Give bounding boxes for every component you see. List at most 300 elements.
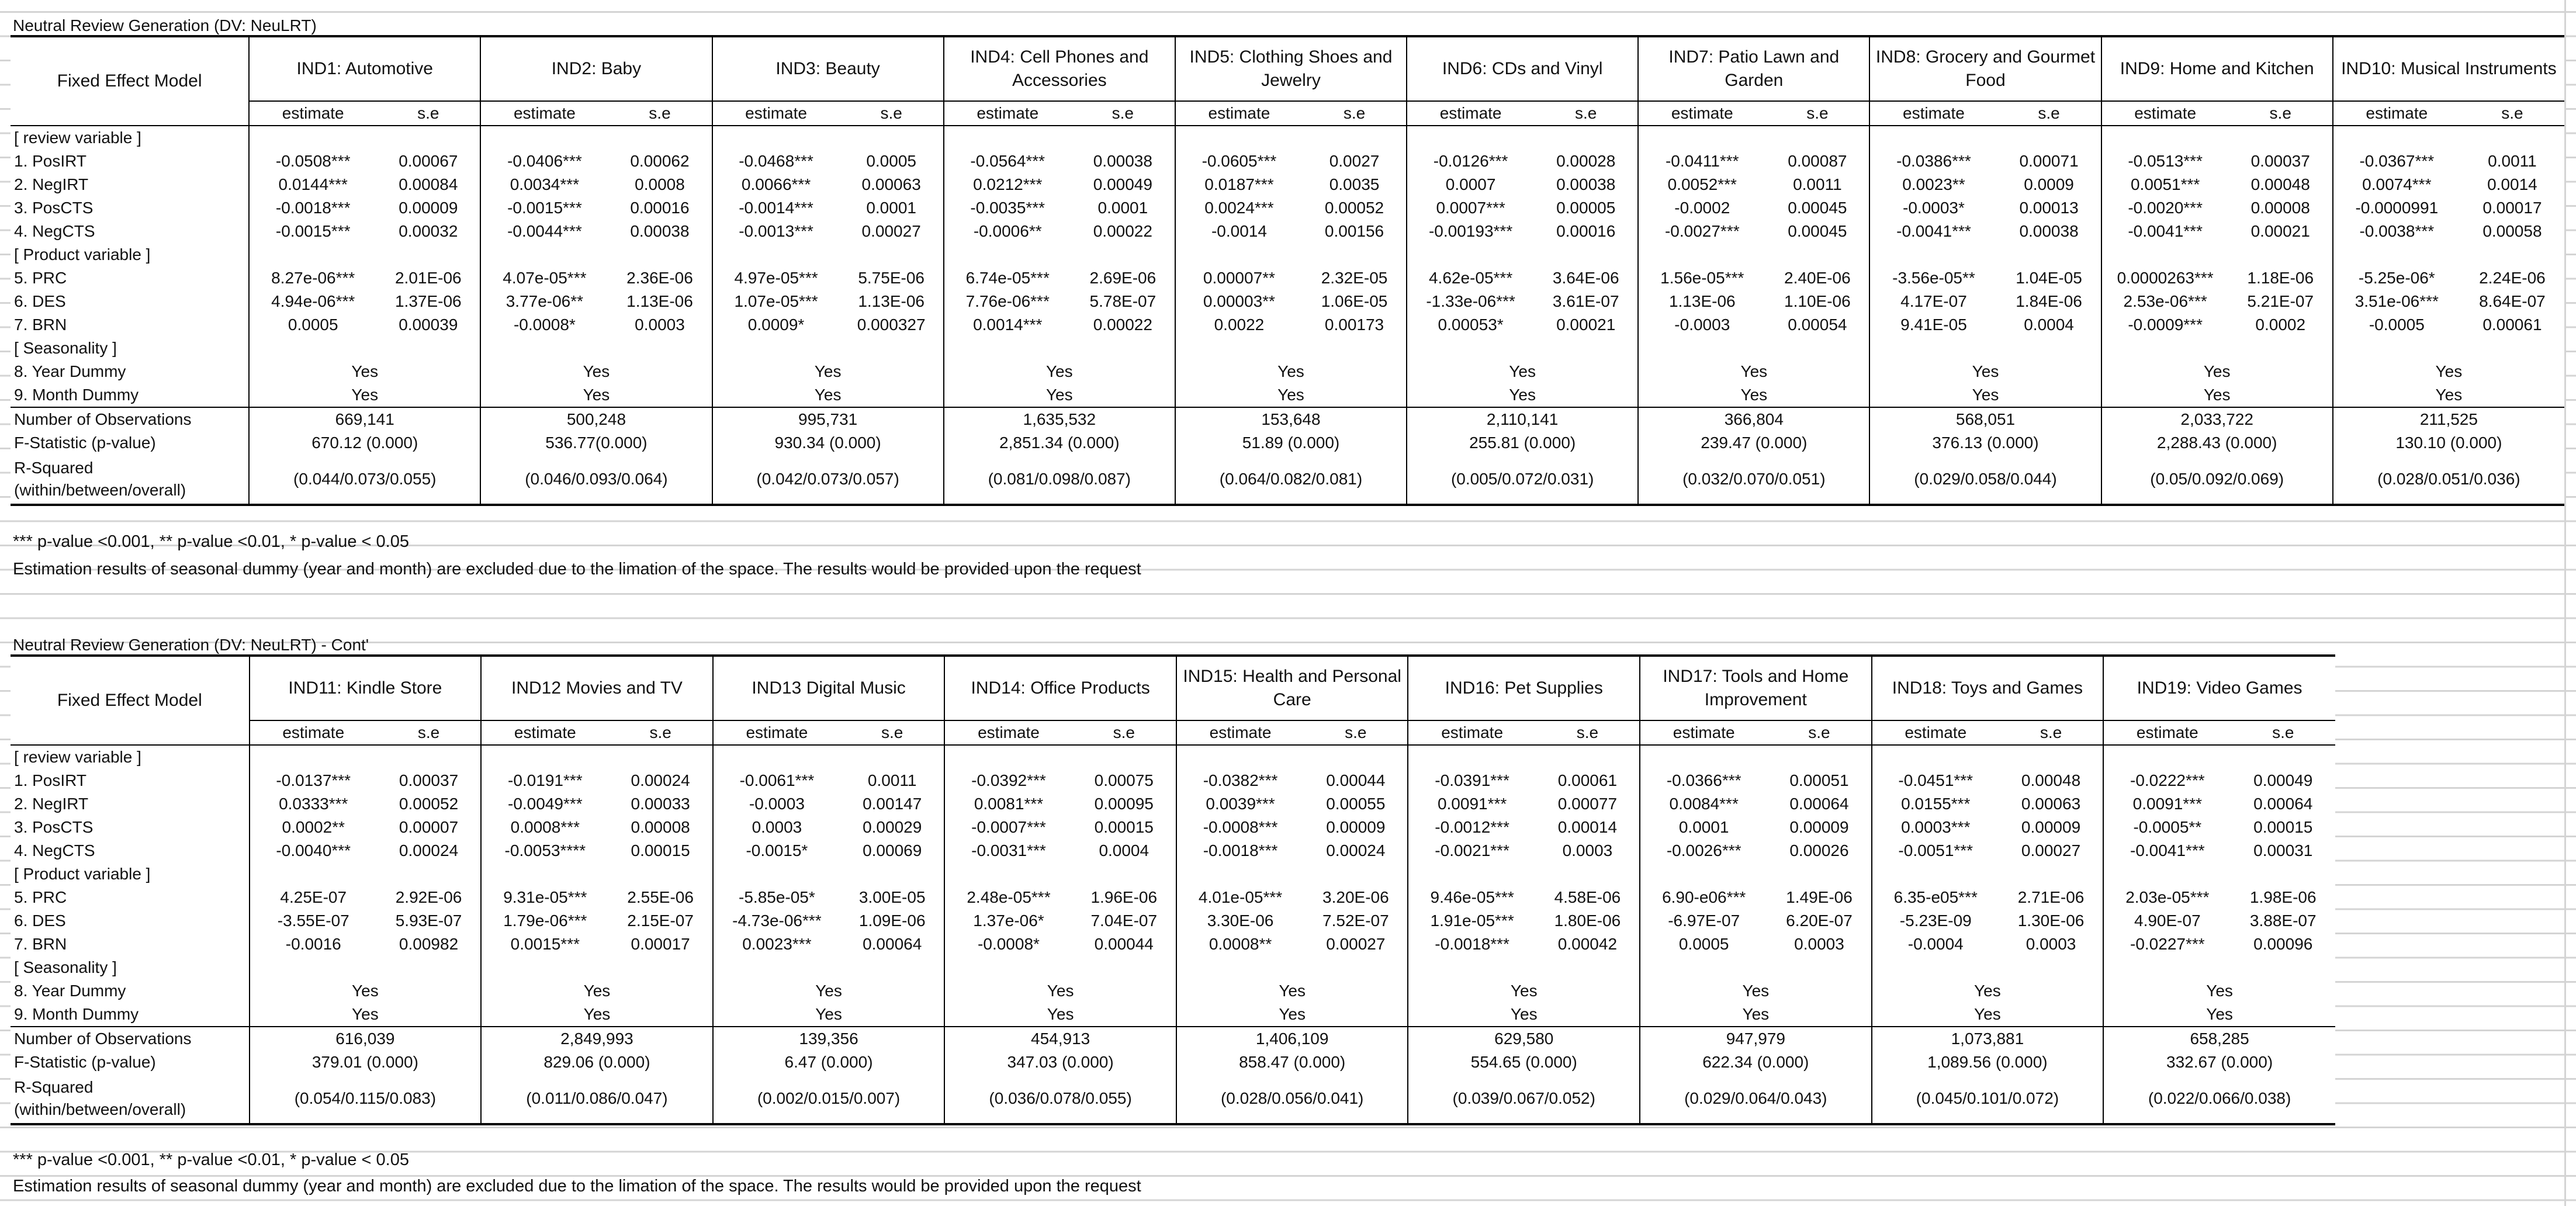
observations-row — [11, 1027, 2335, 1051]
se-cell: 1.13E-06 — [626, 292, 693, 310]
row-label: F-Statistic (p-value) — [11, 1051, 250, 1074]
se-cell: 0.00087 — [1788, 152, 1847, 170]
se-cell: 8.64E-07 — [2479, 292, 2546, 310]
estimate-cell: 0.0187*** — [1175, 173, 1303, 196]
se-cell: 0.00048 — [2250, 175, 2310, 193]
estimate-cell: 4.94e-06*** — [249, 290, 376, 313]
se-cell: 0.00017 — [2482, 199, 2542, 217]
f-statistic-value: 51.89 (0.000) — [1175, 431, 1407, 455]
empty-cell — [480, 337, 608, 360]
estimate-cell: -0.0041*** — [2101, 220, 2229, 243]
estimate-cell: 0.0091*** — [2103, 792, 2231, 816]
se-cell: 3.88E-07 — [2249, 912, 2317, 930]
empty-cell — [1640, 862, 1767, 886]
se-cell: 1.18E-06 — [2247, 269, 2314, 287]
empty-cell — [944, 956, 1072, 979]
estimate-cell: -0.0015*** — [480, 196, 608, 220]
table1-note-significance: *** p-value <0.001, ** p-value <0.01, * p-value < 0.05 — [13, 532, 409, 551]
review-variable-row — [11, 769, 2335, 792]
product-variable-row — [11, 933, 2335, 956]
se-cell: 0.00016 — [630, 199, 690, 217]
dummy-value: Yes — [1176, 1003, 1408, 1027]
empty-cell — [1303, 126, 1407, 150]
empty-cell — [840, 862, 944, 886]
dummy-value: Yes — [1872, 979, 2104, 1003]
dummy-value: Yes — [480, 383, 712, 407]
se-cell: 1.80E-06 — [1554, 912, 1621, 930]
header-row — [11, 656, 2335, 720]
se-cell: 0.00007 — [399, 818, 459, 836]
r-squared-value: (0.046/0.093/0.064) — [480, 455, 712, 505]
estimate-cell: -0.0382*** — [1176, 769, 1304, 792]
empty-cell — [1072, 862, 1176, 886]
se-cell: 5.78E-07 — [1089, 292, 1157, 310]
se-cell: 0.00008 — [2250, 199, 2310, 217]
dummy-value: Yes — [2333, 360, 2564, 383]
se-cell: 2.36E-06 — [626, 269, 693, 287]
se-header: s.e — [1536, 720, 1640, 745]
se-cell: 0.00038 — [1556, 175, 1616, 193]
estimate-cell: -5.25e-06* — [2333, 266, 2460, 290]
dummy-value: Yes — [944, 383, 1175, 407]
empty-cell — [1534, 126, 1638, 150]
f-statistic-value: 332.67 (0.000) — [2103, 1051, 2335, 1074]
industry-header: IND4: Cell Phones and Accessories — [944, 36, 1175, 101]
empty-cell — [840, 956, 944, 979]
estimate-cell: -0.0014*** — [712, 196, 840, 220]
empty-cell — [1071, 126, 1175, 150]
dummy-value: Yes — [481, 1003, 713, 1027]
se-cell: 0.00024 — [1326, 841, 1386, 860]
empty-cell — [1869, 243, 1997, 266]
estimate-cell: -0.0564*** — [944, 150, 1071, 173]
seasonality-row — [11, 1003, 2335, 1027]
estimate-header: estimate — [1176, 720, 1304, 745]
empty-cell — [1638, 243, 1765, 266]
estimate-cell: 0.0003 — [713, 816, 840, 839]
industry-header: IND1: Automotive — [249, 36, 480, 101]
row-label: 8. Year Dummy — [11, 360, 249, 383]
se-cell: 0.00008 — [631, 818, 690, 836]
empty-cell — [376, 243, 480, 266]
r-squared-value: (0.028/0.051/0.036) — [2333, 455, 2564, 505]
se-header: s.e — [2460, 101, 2564, 126]
empty-cell — [377, 862, 481, 886]
empty-cell — [712, 126, 840, 150]
review-variable-row — [11, 196, 2564, 220]
se-header: s.e — [2231, 720, 2335, 745]
dummy-value: Yes — [1175, 360, 1407, 383]
estimate-cell: 1.79e-06*** — [481, 909, 608, 933]
f-statistic-value: 2,851.34 (0.000) — [944, 431, 1175, 455]
dummy-value: Yes — [2101, 383, 2333, 407]
se-cell: 0.00015 — [1094, 818, 1154, 836]
empty-cell — [1638, 126, 1765, 150]
se-header: s.e — [1534, 101, 1638, 126]
product-variable-row — [11, 266, 2564, 290]
estimate-cell: 7.76e-06*** — [944, 290, 1071, 313]
estimate-header: estimate — [249, 101, 376, 126]
se-cell: 0.0008 — [635, 175, 685, 193]
empty-cell — [1536, 745, 1640, 769]
estimate-cell: -5.23E-09 — [1872, 909, 1999, 933]
empty-cell — [377, 956, 481, 979]
empty-cell — [1767, 956, 1871, 979]
estimate-cell: -0.0041*** — [1869, 220, 1997, 243]
empty-cell — [1999, 956, 2103, 979]
industry-header: IND17: Tools and Home Improvement — [1640, 656, 1872, 720]
estimate-cell: 1.37e-06* — [944, 909, 1072, 933]
r-squared-value: (0.029/0.058/0.044) — [1869, 455, 2101, 505]
empty-cell — [1872, 956, 1999, 979]
se-cell: 0.00067 — [399, 152, 458, 170]
empty-cell — [1072, 745, 1176, 769]
estimate-cell: -0.0038*** — [2333, 220, 2460, 243]
review-variable-row — [11, 839, 2335, 862]
estimate-cell: -0.0468*** — [712, 150, 840, 173]
se-cell: 0.00028 — [1556, 152, 1616, 170]
dummy-value: Yes — [1407, 383, 1638, 407]
estimate-cell: -0.0026*** — [1640, 839, 1767, 862]
se-cell: 0.00009 — [1326, 818, 1386, 836]
se-cell: 0.00045 — [1788, 222, 1847, 240]
estimate-cell: -0.0003* — [1869, 196, 1997, 220]
empty-cell — [712, 337, 840, 360]
estimate-cell: -0.0000991 — [2333, 196, 2460, 220]
estimate-cell: -0.0227*** — [2103, 933, 2231, 956]
r-squared-value: (0.039/0.067/0.052) — [1408, 1074, 1640, 1124]
se-cell: 0.00015 — [631, 841, 690, 860]
section-label: [ Product variable ] — [11, 862, 250, 886]
row-label: 9. Month Dummy — [11, 383, 249, 407]
estimate-cell: -0.0386*** — [1869, 150, 1997, 173]
estimate-cell: -0.0049*** — [481, 792, 608, 816]
estimate-cell: 4.17E-07 — [1869, 290, 1997, 313]
se-cell: 0.00027 — [2021, 841, 2081, 860]
industry-header: IND10: Musical Instruments — [2333, 36, 2564, 101]
estimate-header: estimate — [1407, 101, 1534, 126]
empty-cell — [376, 126, 480, 150]
dummy-value: Yes — [2103, 1003, 2335, 1027]
estimate-cell: -0.0367*** — [2333, 150, 2460, 173]
se-cell: 0.00049 — [1093, 175, 1152, 193]
se-cell: 3.64E-06 — [1552, 269, 1619, 287]
se-cell: 0.00064 — [2253, 795, 2313, 813]
estimate-cell: -0.0008* — [480, 313, 608, 337]
se-cell: 0.00014 — [1557, 818, 1618, 836]
estimate-cell: -4.73e-06*** — [713, 909, 840, 933]
se-cell: 0.00064 — [863, 935, 922, 953]
estimate-cell: -0.0061*** — [713, 769, 840, 792]
row-label: 5. PRC — [11, 266, 249, 290]
empty-cell — [1408, 745, 1535, 769]
empty-cell — [1303, 337, 1407, 360]
dummy-value: Yes — [2103, 979, 2335, 1003]
estimate-cell: -0.0406*** — [480, 150, 608, 173]
estimate-cell: 8.27e-06*** — [249, 266, 376, 290]
estimate-cell: 0.00053* — [1407, 313, 1534, 337]
empty-cell — [2231, 862, 2335, 886]
se-cell: 0.00051 — [1789, 771, 1849, 789]
estimate-header: estimate — [250, 720, 377, 745]
review-variable-row — [11, 792, 2335, 816]
empty-cell — [608, 956, 712, 979]
se-header: s.e — [1304, 720, 1408, 745]
dummy-value: Yes — [1869, 383, 2101, 407]
se-cell: 1.96E-06 — [1090, 888, 1158, 906]
se-header: s.e — [1303, 101, 1407, 126]
se-cell: 0.00044 — [1326, 771, 1386, 789]
se-header: s.e — [2229, 101, 2333, 126]
dummy-value: Yes — [250, 1003, 482, 1027]
estimate-cell: 0.0001 — [1640, 816, 1767, 839]
estimate-header: estimate — [1175, 101, 1303, 126]
se-cell: 3.20E-06 — [1322, 888, 1389, 906]
se-cell: 2.55E-06 — [627, 888, 694, 906]
f-statistic-value: 6.47 (0.000) — [713, 1051, 945, 1074]
estimate-cell: -0.0451*** — [1872, 769, 1999, 792]
se-cell: 0.0014 — [2487, 175, 2537, 193]
estimate-cell: 6.74e-05*** — [944, 266, 1071, 290]
row-label: 3. PosCTS — [11, 196, 249, 220]
empty-cell — [250, 862, 377, 886]
empty-cell — [1303, 243, 1407, 266]
table1-note-estimation: Estimation results of seasonal dummy (year and month) are excluded due to the limation of the space. The results would be provided upon the request — [13, 560, 1141, 578]
empty-cell — [2101, 243, 2229, 266]
row-label: F-Statistic (p-value) — [11, 431, 249, 455]
se-cell: 0.00022 — [1093, 222, 1152, 240]
empty-cell — [1640, 745, 1767, 769]
se-cell: 0.00029 — [863, 818, 922, 836]
empty-cell — [944, 243, 1071, 266]
empty-cell — [376, 337, 480, 360]
r-squared-row — [11, 455, 2564, 505]
empty-cell — [2460, 337, 2564, 360]
r-squared-value: (0.032/0.070/0.051) — [1638, 455, 1869, 505]
empty-cell — [840, 126, 944, 150]
observations-value: 669,141 — [249, 407, 480, 431]
se-cell: 0.00017 — [631, 935, 690, 953]
f-statistic-value: 376.13 (0.000) — [1869, 431, 2101, 455]
dummy-value: Yes — [712, 383, 944, 407]
f-statistic-value: 255.81 (0.000) — [1407, 431, 1638, 455]
se-cell: 0.00075 — [1094, 771, 1154, 789]
row-label: R-Squared (within/between/overall) — [11, 1074, 250, 1124]
empty-cell — [1534, 337, 1638, 360]
subheader-row — [11, 101, 2564, 126]
empty-cell — [2333, 337, 2460, 360]
empty-cell — [1997, 243, 2101, 266]
estimate-header: estimate — [712, 101, 840, 126]
observations-value: 139,356 — [713, 1027, 945, 1051]
regression-table-1 — [11, 35, 2564, 506]
estimate-header: estimate — [713, 720, 840, 745]
estimate-cell: 0.0024*** — [1175, 196, 1303, 220]
empty-cell — [377, 745, 481, 769]
empty-cell — [1071, 337, 1175, 360]
empty-cell — [1175, 243, 1303, 266]
empty-cell — [1407, 337, 1534, 360]
dummy-value: Yes — [713, 1003, 945, 1027]
empty-cell — [481, 956, 608, 979]
dummy-value: Yes — [944, 1003, 1176, 1027]
estimate-cell: -0.0020*** — [2101, 196, 2229, 220]
se-cell: 0.00061 — [1557, 771, 1618, 789]
empty-cell — [944, 745, 1072, 769]
se-cell: 2.69E-06 — [1089, 269, 1157, 287]
estimate-header: estimate — [2101, 101, 2229, 126]
se-cell: 0.00039 — [399, 316, 458, 334]
empty-cell — [840, 337, 944, 360]
se-cell: 0.00982 — [399, 935, 459, 953]
observations-value: 568,051 — [1869, 407, 2101, 431]
estimate-cell: 0.00007** — [1175, 266, 1303, 290]
se-cell: 0.0027 — [1329, 152, 1380, 170]
product-variable-row — [11, 313, 2564, 337]
se-cell: 4.58E-06 — [1554, 888, 1621, 906]
estimate-cell: -0.0014 — [1175, 220, 1303, 243]
estimate-cell: -0.0015* — [713, 839, 840, 862]
model-label: Fixed Effect Model — [11, 36, 249, 126]
empty-cell — [1536, 862, 1640, 886]
estimate-cell: 1.07e-05*** — [712, 290, 840, 313]
se-cell: 0.00045 — [1788, 199, 1847, 217]
row-label: 9. Month Dummy — [11, 1003, 250, 1027]
estimate-cell: -0.0018*** — [1408, 933, 1535, 956]
estimate-cell: -0.0003 — [713, 792, 840, 816]
empty-cell — [1765, 243, 1869, 266]
industry-header: IND9: Home and Kitchen — [2101, 36, 2333, 101]
header-row — [11, 36, 2564, 101]
f-statistic-value: 670.12 (0.000) — [249, 431, 480, 455]
empty-cell — [249, 126, 376, 150]
se-cell: 0.0003 — [1562, 841, 1613, 860]
se-cell: 0.0003 — [1794, 935, 1844, 953]
section-label: [ Seasonality ] — [11, 956, 250, 979]
se-cell: 0.000327 — [857, 316, 926, 334]
se-cell: 0.00052 — [399, 795, 459, 813]
industry-header: IND12 Movies and TV — [481, 656, 713, 720]
estimate-cell: 0.0007 — [1407, 173, 1534, 196]
se-cell: 0.0004 — [2024, 316, 2074, 334]
estimate-cell: 2.48e-05*** — [944, 886, 1072, 909]
se-cell: 0.0011 — [2488, 152, 2537, 170]
observations-value: 366,804 — [1638, 407, 1869, 431]
se-header: s.e — [1071, 101, 1175, 126]
estimate-cell: -0.0021*** — [1408, 839, 1535, 862]
estimate-cell: 4.97e-05*** — [712, 266, 840, 290]
se-cell: 0.00084 — [399, 175, 458, 193]
empty-cell — [1640, 956, 1767, 979]
dummy-value: Yes — [2101, 360, 2333, 383]
empty-cell — [1767, 862, 1871, 886]
table1-caption: Neutral Review Generation (DV: NeuLRT) — [13, 16, 317, 34]
estimate-cell: -0.0035*** — [944, 196, 1071, 220]
estimate-header: estimate — [944, 101, 1071, 126]
estimate-cell: -0.0041*** — [2103, 839, 2231, 862]
estimate-cell: -6.97E-07 — [1640, 909, 1767, 933]
empty-cell — [840, 745, 944, 769]
review-variable-row — [11, 173, 2564, 196]
se-cell: 0.0002 — [2255, 316, 2306, 334]
section-product-row — [11, 243, 2564, 266]
section-label: [ Seasonality ] — [11, 337, 249, 360]
estimate-cell: 0.0009* — [712, 313, 840, 337]
empty-cell — [1176, 862, 1304, 886]
estimate-cell: 1.91e-05*** — [1408, 909, 1535, 933]
r-squared-value: (0.081/0.098/0.087) — [944, 455, 1175, 505]
se-cell: 0.00005 — [1556, 199, 1616, 217]
se-cell: 0.00063 — [861, 175, 921, 193]
dummy-value: Yes — [1872, 1003, 2104, 1027]
estimate-cell: -0.0040*** — [250, 839, 377, 862]
estimate-cell: 0.0039*** — [1176, 792, 1304, 816]
empty-cell — [1176, 956, 1304, 979]
industry-header: IND2: Baby — [480, 36, 712, 101]
estimate-header: estimate — [2333, 101, 2460, 126]
estimate-cell: 9.41E-05 — [1869, 313, 1997, 337]
se-cell: 7.04E-07 — [1090, 912, 1158, 930]
f-statistic-row — [11, 1051, 2335, 1074]
estimate-cell: 0.0052*** — [1638, 173, 1765, 196]
se-header: s.e — [1765, 101, 1869, 126]
observations-value: 1,073,881 — [1872, 1027, 2104, 1051]
estimate-header: estimate — [1638, 101, 1765, 126]
estimate-cell: 0.0091*** — [1408, 792, 1535, 816]
row-label: 7. BRN — [11, 933, 250, 956]
observations-value: 658,285 — [2103, 1027, 2335, 1051]
se-cell: 0.00022 — [1093, 316, 1152, 334]
se-cell: 0.00049 — [2253, 771, 2313, 789]
se-cell: 0.00054 — [1788, 316, 1847, 334]
se-header: s.e — [1767, 720, 1871, 745]
se-cell: 0.00027 — [861, 222, 921, 240]
estimate-cell: 4.62e-05*** — [1407, 266, 1534, 290]
se-cell: 0.00044 — [1094, 935, 1154, 953]
estimate-cell: -0.0191*** — [481, 769, 608, 792]
dummy-value: Yes — [1638, 360, 1869, 383]
se-cell: 2.24E-06 — [2479, 269, 2546, 287]
estimate-cell: 0.0074*** — [2333, 173, 2460, 196]
estimate-cell: 6.35-e05*** — [1872, 886, 1999, 909]
se-cell: 0.00033 — [631, 795, 690, 813]
industry-header: IND19: Video Games — [2103, 656, 2335, 720]
estimate-cell: -0.0366*** — [1640, 769, 1767, 792]
row-label: 3. PosCTS — [11, 816, 250, 839]
se-cell: 0.0003 — [2026, 935, 2076, 953]
se-cell: 0.0003 — [635, 316, 685, 334]
row-label: 7. BRN — [11, 313, 249, 337]
estimate-cell: -0.0044*** — [480, 220, 608, 243]
empty-cell — [1408, 862, 1535, 886]
observations-value: 2,110,141 — [1407, 407, 1638, 431]
se-cell: 1.84E-06 — [2016, 292, 2082, 310]
table2-note-estimation: Estimation results of seasonal dummy (year and month) are excluded due to the limation of the space. The results would be provided upon the request — [13, 1177, 1141, 1195]
se-header: s.e — [1997, 101, 2101, 126]
se-header: s.e — [608, 720, 712, 745]
estimate-cell: -0.0018*** — [249, 196, 376, 220]
seasonality-row — [11, 383, 2564, 407]
se-cell: 1.30E-06 — [2017, 912, 2085, 930]
estimate-cell: -0.0513*** — [2101, 150, 2229, 173]
estimate-cell: 0.0144*** — [249, 173, 376, 196]
estimate-header: estimate — [1869, 101, 1997, 126]
estimate-cell: -3.55E-07 — [250, 909, 377, 933]
empty-cell — [1869, 126, 1997, 150]
se-cell: 0.00064 — [1789, 795, 1849, 813]
se-cell: 0.00096 — [2253, 935, 2313, 953]
dummy-value: Yes — [944, 979, 1176, 1003]
